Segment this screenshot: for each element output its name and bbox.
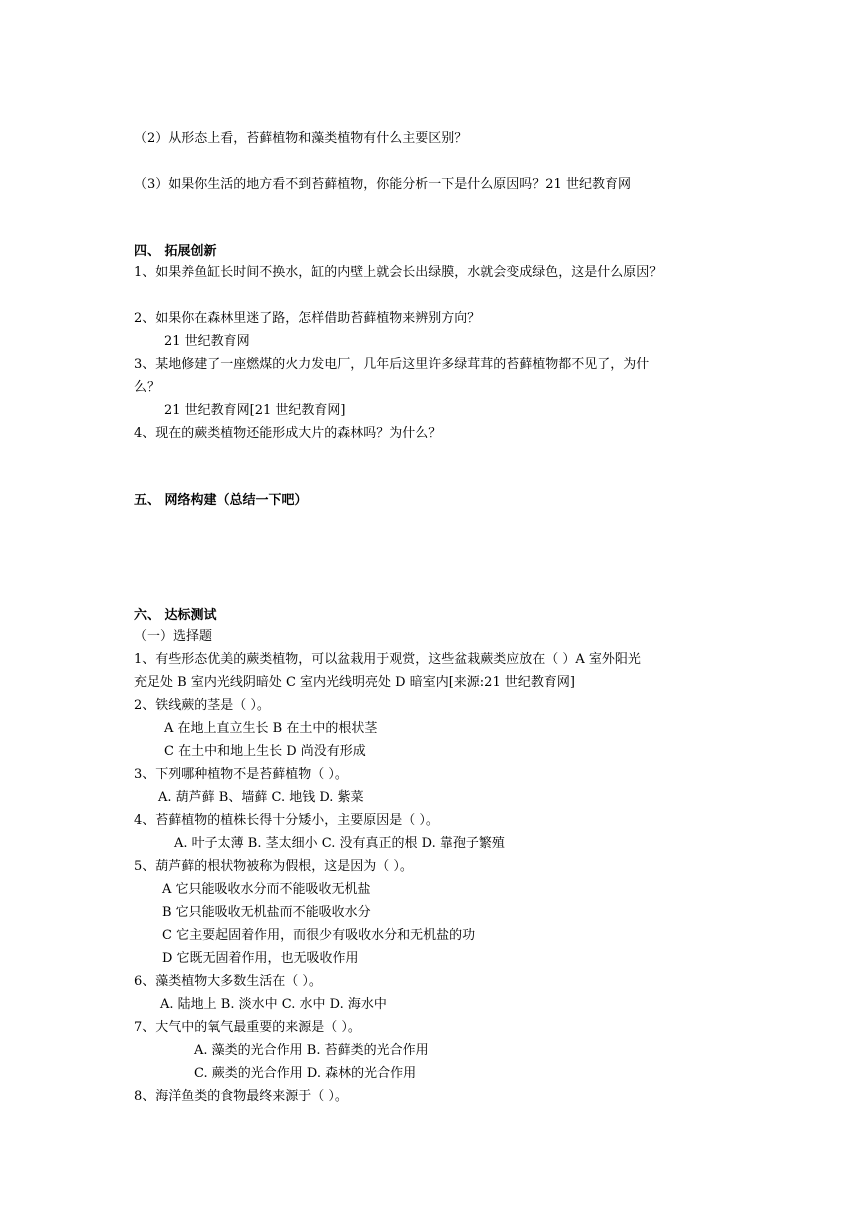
mc-question-3-options: A. 葫芦藓 B、墙藓 C. 地钱 D. 紫菜 [158,790,364,805]
mc-question-5-option-a: A 它只能吸收水分而不能吸收无机盐 [162,882,371,897]
mc-question-1-line1: 1、有些形态优美的蕨类植物，可以盆栽用于观赏，这些盆栽蕨类应放在（ ）A 室外阳光 [134,652,641,667]
mc-question-7: 7、大气中的氧气最重要的来源是（ ）。 [134,1020,361,1035]
mc-question-7-options-ab: A. 藻类的光合作用 B. 苔藓类的光合作用 [194,1043,429,1058]
section-5-heading: 五、 网络构建（总结一下吧） [134,493,308,508]
mc-question-5: 5、葫芦藓的根状物被称为假根，这是因为（ ）。 [134,859,413,874]
mc-question-8: 8、海洋鱼类的食物最终来源于（ ）。 [134,1089,348,1104]
question-4-3-note: 21 世纪教育网[21 世纪教育网] [164,403,346,418]
section-6-subheading: （一）选择题 [134,629,213,644]
question-4-2: 2、如果你在森林里迷了路，怎样借助苔藓植物来辨别方向？ [134,311,481,326]
mc-question-5-option-c: C 它主要起固着作用，而很少有吸收水分和无机盐的功 [162,928,476,943]
mc-question-2-options-ab: A 在地上直立生长 B 在土中的根状茎 [164,721,378,736]
mc-question-1-line2: 充足处 B 室内光线阴暗处 C 室内光线明亮处 D 暗室内[来源:21 世纪教育网] [134,675,575,690]
mc-question-2-options-cd: C 在土中和地上生长 D 尚没有形成 [164,744,366,759]
mc-question-4-options: A. 叶子太薄 B. 茎太细小 C. 没有真正的根 D. 靠孢子繁殖 [174,836,505,851]
question-4-4: 4、现在的蕨类植物还能形成大片的森林吗？为什么？ [134,426,442,441]
mc-question-4: 4、苔藓植物的植株长得十分矮小，主要原因是（ ）。 [134,813,439,828]
mc-question-6: 6、藻类植物大多数生活在（ ）。 [134,974,322,989]
question-4-3-line2: 么？ [134,380,161,395]
mc-question-6-options: A. 陆地上 B. 淡水中 C. 水中 D. 海水中 [160,997,387,1012]
question-4-2-note: 21 世纪教育网 [164,334,250,349]
mc-question-7-options-cd: C. 蕨类的光合作用 D. 森林的光合作用 [194,1066,417,1081]
mc-question-2: 2、铁线蕨的茎是（ ）。 [134,698,270,713]
question-4-3-line1: 3、某地修建了一座燃煤的火力发电厂，几年后这里许多绿茸茸的苔藓植物都不见了，为什 [134,357,650,372]
mc-question-5-option-b: B 它只能吸收无机盐而不能吸收水分 [162,905,371,920]
question-3-3: （3）如果你生活的地方看不到苔藓植物，你能分析一下是什么原因吗？21 世纪教育网 [134,177,631,192]
section-6-heading: 六、 达标测试 [134,608,217,623]
mc-question-3: 3、下列哪种植物不是苔藓植物（ ）。 [134,767,348,782]
question-4-1: 1、如果养鱼缸长时间不换水，缸的内壁上就会长出绿膜，水就会变成绿色，这是什么原因？ [134,265,663,280]
mc-question-5-option-d: D 它既无固着作用，也无吸收作用 [162,951,359,966]
section-4-heading: 四、 拓展创新 [134,244,217,259]
question-3-2: （2）从形态上看，苔藓植物和藻类植物有什么主要区别？ [134,131,468,146]
